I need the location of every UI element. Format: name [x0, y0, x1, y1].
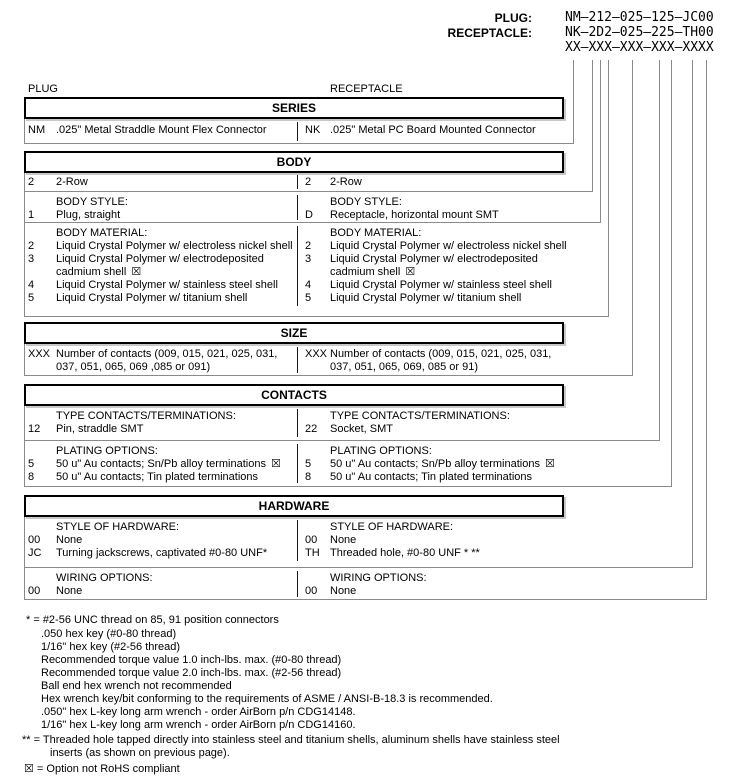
- body-material-right-code: 5: [305, 292, 312, 304]
- not-rohs-flag-icon: ☒: [270, 458, 281, 470]
- part-number-pattern: XX–XXX–XXX–XXX–XXXX: [565, 40, 714, 55]
- body-style-left-desc: Plug, straight: [56, 209, 121, 221]
- not-rohs-flag-icon: ☒: [131, 266, 142, 278]
- plating-head-right: PLATING OPTIONS:: [330, 445, 432, 457]
- contacts-type-left-desc: Pin, straddle SMT: [56, 423, 144, 435]
- hardware-style-right-desc: None: [330, 534, 357, 546]
- contacts-type-right-desc: Socket, SMT: [330, 423, 393, 435]
- receptacle-column-header: RECEPTACLE: [330, 83, 403, 95]
- series-left-code: NM: [28, 124, 46, 136]
- hardware-style-right-desc: Threaded hole, #0-80 UNF * **: [330, 547, 480, 559]
- body-row-right-code: 2: [305, 176, 312, 188]
- body-style-right-code: D: [305, 209, 313, 221]
- plating-left-desc: [56, 458, 294, 471]
- wiring-column-divider: [297, 571, 298, 597]
- footnote-star-detail: .050 hex key (#0-80 thread): [41, 628, 177, 640]
- footnote-star-detail: 1/16" hex L-key long arm wrench - order AirBorn p/n CDG14160.: [41, 719, 356, 731]
- series-column-divider: [297, 122, 298, 141]
- footnote-star-detail: Hex wrench key/bit conforming to the requirements of ASME / ANSI-B-18.3 is recommended.: [41, 693, 493, 705]
- wiring-right-code: 00: [305, 585, 318, 597]
- footnote-star-detail: Recommended torque value 1.0 inch-lbs. max. (#0-80 thread): [41, 654, 342, 666]
- plating-left-code: 8: [28, 471, 35, 483]
- hardware-style-left-code: 00: [28, 534, 41, 546]
- hardware-style-head-left: STYLE OF HARDWARE:: [56, 521, 180, 533]
- size-left-code: XXX: [28, 348, 51, 360]
- body-material-left-desc: Liquid Crystal Polymer w/ stainless steel shell: [56, 279, 278, 291]
- hardware-style-left-code: JC: [28, 547, 42, 559]
- body-material-left-desc: Liquid Crystal Polymer w/ electroless nickel shell: [56, 240, 293, 252]
- series-banner: SERIES: [24, 97, 564, 119]
- body-material-left-desc: Liquid Crystal Polymer w/ titanium shell: [56, 292, 248, 304]
- plating-column-divider: [297, 444, 298, 483]
- contacts-type-head-right: TYPE CONTACTS/TERMINATIONS:: [330, 410, 510, 422]
- size-right-code: XXX: [305, 348, 328, 360]
- body-material-left-code: 5: [28, 292, 35, 304]
- wiring-head-right: WIRING OPTIONS:: [330, 572, 427, 584]
- plug-column-header: PLUG: [28, 83, 58, 95]
- body-material-left-code: 2: [28, 240, 35, 252]
- body-row-left-desc: 2-Row: [56, 176, 88, 188]
- not-rohs-flag-icon: ☒: [405, 266, 416, 278]
- plating-right-code: 8: [305, 471, 312, 483]
- series-right-code: NK: [305, 124, 321, 136]
- hardware-style-left-desc: None: [56, 534, 83, 546]
- wiring-left-code: 00: [28, 585, 41, 597]
- size-banner: SIZE: [24, 322, 564, 344]
- body-material-right-code: 4: [305, 279, 312, 291]
- plating-desc: 50 u" Au contacts; Sn/Pb alloy terminations: [56, 458, 266, 470]
- plating-right-desc: 50 u" Au contacts; Tin plated terminations: [330, 471, 533, 483]
- body-material-right-code: 2: [305, 240, 312, 252]
- receptacle-number-label: RECEPTACLE:: [447, 26, 532, 40]
- size-left-desc: Number of contacts (009, 015, 021, 025, 031, 037, 051, 065, 069 ,085 or 091): [56, 348, 278, 373]
- plug-number-label: PLUG:: [494, 11, 532, 25]
- body-style-head-right: BODY STYLE:: [330, 196, 402, 208]
- plating-left-code: 5: [28, 458, 35, 470]
- body-style-left-code: 1: [28, 209, 35, 221]
- contacts-type-left-code: 12: [28, 423, 41, 435]
- material-desc: Liquid Crystal Polymer w/ electrodeposited cadmium shell: [56, 253, 264, 278]
- plating-desc: 50 u" Au contacts; Sn/Pb alloy terminations: [330, 458, 540, 470]
- material-desc: Liquid Crystal Polymer w/ electrodeposited cadmium shell: [330, 253, 538, 278]
- footnote-star-detail: Recommended torque value 2.0 inch-lbs. max. (#2-56 thread): [41, 667, 342, 679]
- footnote-double-star: ** = Threaded hole tapped directly into stainless steel and titanium shells, aluminum shells have stainless steel: [22, 734, 560, 746]
- footnote-star-detail: Ball end hex wrench not recommended: [41, 680, 232, 692]
- body-material-left-code: 4: [28, 279, 35, 291]
- contacts-type-head-left: TYPE CONTACTS/TERMINATIONS:: [56, 410, 236, 422]
- contacts-banner: CONTACTS: [24, 384, 564, 406]
- hardware-style-right-code: TH: [305, 547, 320, 559]
- footnote-star: * = #2-56 UNC thread on 85, 91 position connectors: [26, 614, 279, 626]
- hardware-style-left-desc: Turning jackscrews, captivated #0-80 UNF*: [56, 547, 268, 559]
- body-style-right-desc: Receptacle, horizontal mount SMT: [330, 209, 499, 221]
- contacts-type-column-divider: [297, 409, 298, 437]
- receptacle-number-value: NK–2D2–025–225–TH00: [565, 25, 714, 40]
- size-right-desc: Number of contacts (009, 015, 021, 025, 031, 037, 051, 065, 069, 085 or 91): [330, 348, 552, 373]
- body-material-column-divider: [297, 226, 298, 306]
- body-material-right-code: 3: [305, 253, 312, 265]
- contacts-type-right-code: 22: [305, 423, 318, 435]
- body-material-head-left: BODY MATERIAL:: [56, 227, 148, 239]
- body-material-left-code: 3: [28, 253, 35, 265]
- body-banner: BODY: [24, 151, 564, 173]
- footnote-rohs: ☒ = Option not RoHS compliant: [24, 763, 180, 775]
- hardware-style-head-right: STYLE OF HARDWARE:: [330, 521, 454, 533]
- wiring-left-desc: None: [56, 585, 83, 597]
- footnote-star-detail: 1/16" hex key (#2-56 thread): [41, 641, 181, 653]
- plating-left-desc: 50 u" Au contacts; Tin plated terminations: [56, 471, 259, 483]
- plug-number-value: NM–212–025–125–JC00: [565, 10, 714, 25]
- size-column-divider: [297, 347, 298, 373]
- body-material-right-desc: Liquid Crystal Polymer w/ stainless steel shell: [330, 279, 552, 291]
- series-left-desc: .025" Metal Straddle Mount Flex Connector: [56, 124, 267, 136]
- footnote-star-detail: .050" hex L-key long arm wrench - order AirBorn p/n CDG14148.: [41, 706, 356, 718]
- series-right-desc: .025" Metal PC Board Mounted Connector: [330, 124, 536, 136]
- body-row-column-divider: [297, 175, 298, 189]
- body-material-right-desc: Liquid Crystal Polymer w/ electroless nickel shell: [330, 240, 567, 252]
- body-material-head-right: BODY MATERIAL:: [330, 227, 422, 239]
- body-row-left-code: 2: [28, 176, 35, 188]
- plating-right-code: 5: [305, 458, 312, 470]
- body-style-head-left: BODY STYLE:: [56, 196, 128, 208]
- body-material-left-desc: [56, 253, 294, 279]
- plating-right-desc: [330, 458, 562, 471]
- hardware-style-right-code: 00: [305, 534, 318, 546]
- plating-head-left: PLATING OPTIONS:: [56, 445, 158, 457]
- hardware-style-column-divider: [297, 520, 298, 561]
- hardware-banner: HARDWARE: [24, 495, 564, 517]
- wiring-head-left: WIRING OPTIONS:: [56, 572, 153, 584]
- body-row-right-desc: 2-Row: [330, 176, 362, 188]
- not-rohs-flag-icon: ☒: [544, 458, 555, 470]
- footnote-double-star-cont: inserts (as shown on previous page).: [50, 747, 230, 759]
- body-material-right-desc: [330, 253, 562, 279]
- body-style-column-divider: [297, 195, 298, 220]
- body-material-right-desc: Liquid Crystal Polymer w/ titanium shell: [330, 292, 522, 304]
- wiring-right-desc: None: [330, 585, 357, 597]
